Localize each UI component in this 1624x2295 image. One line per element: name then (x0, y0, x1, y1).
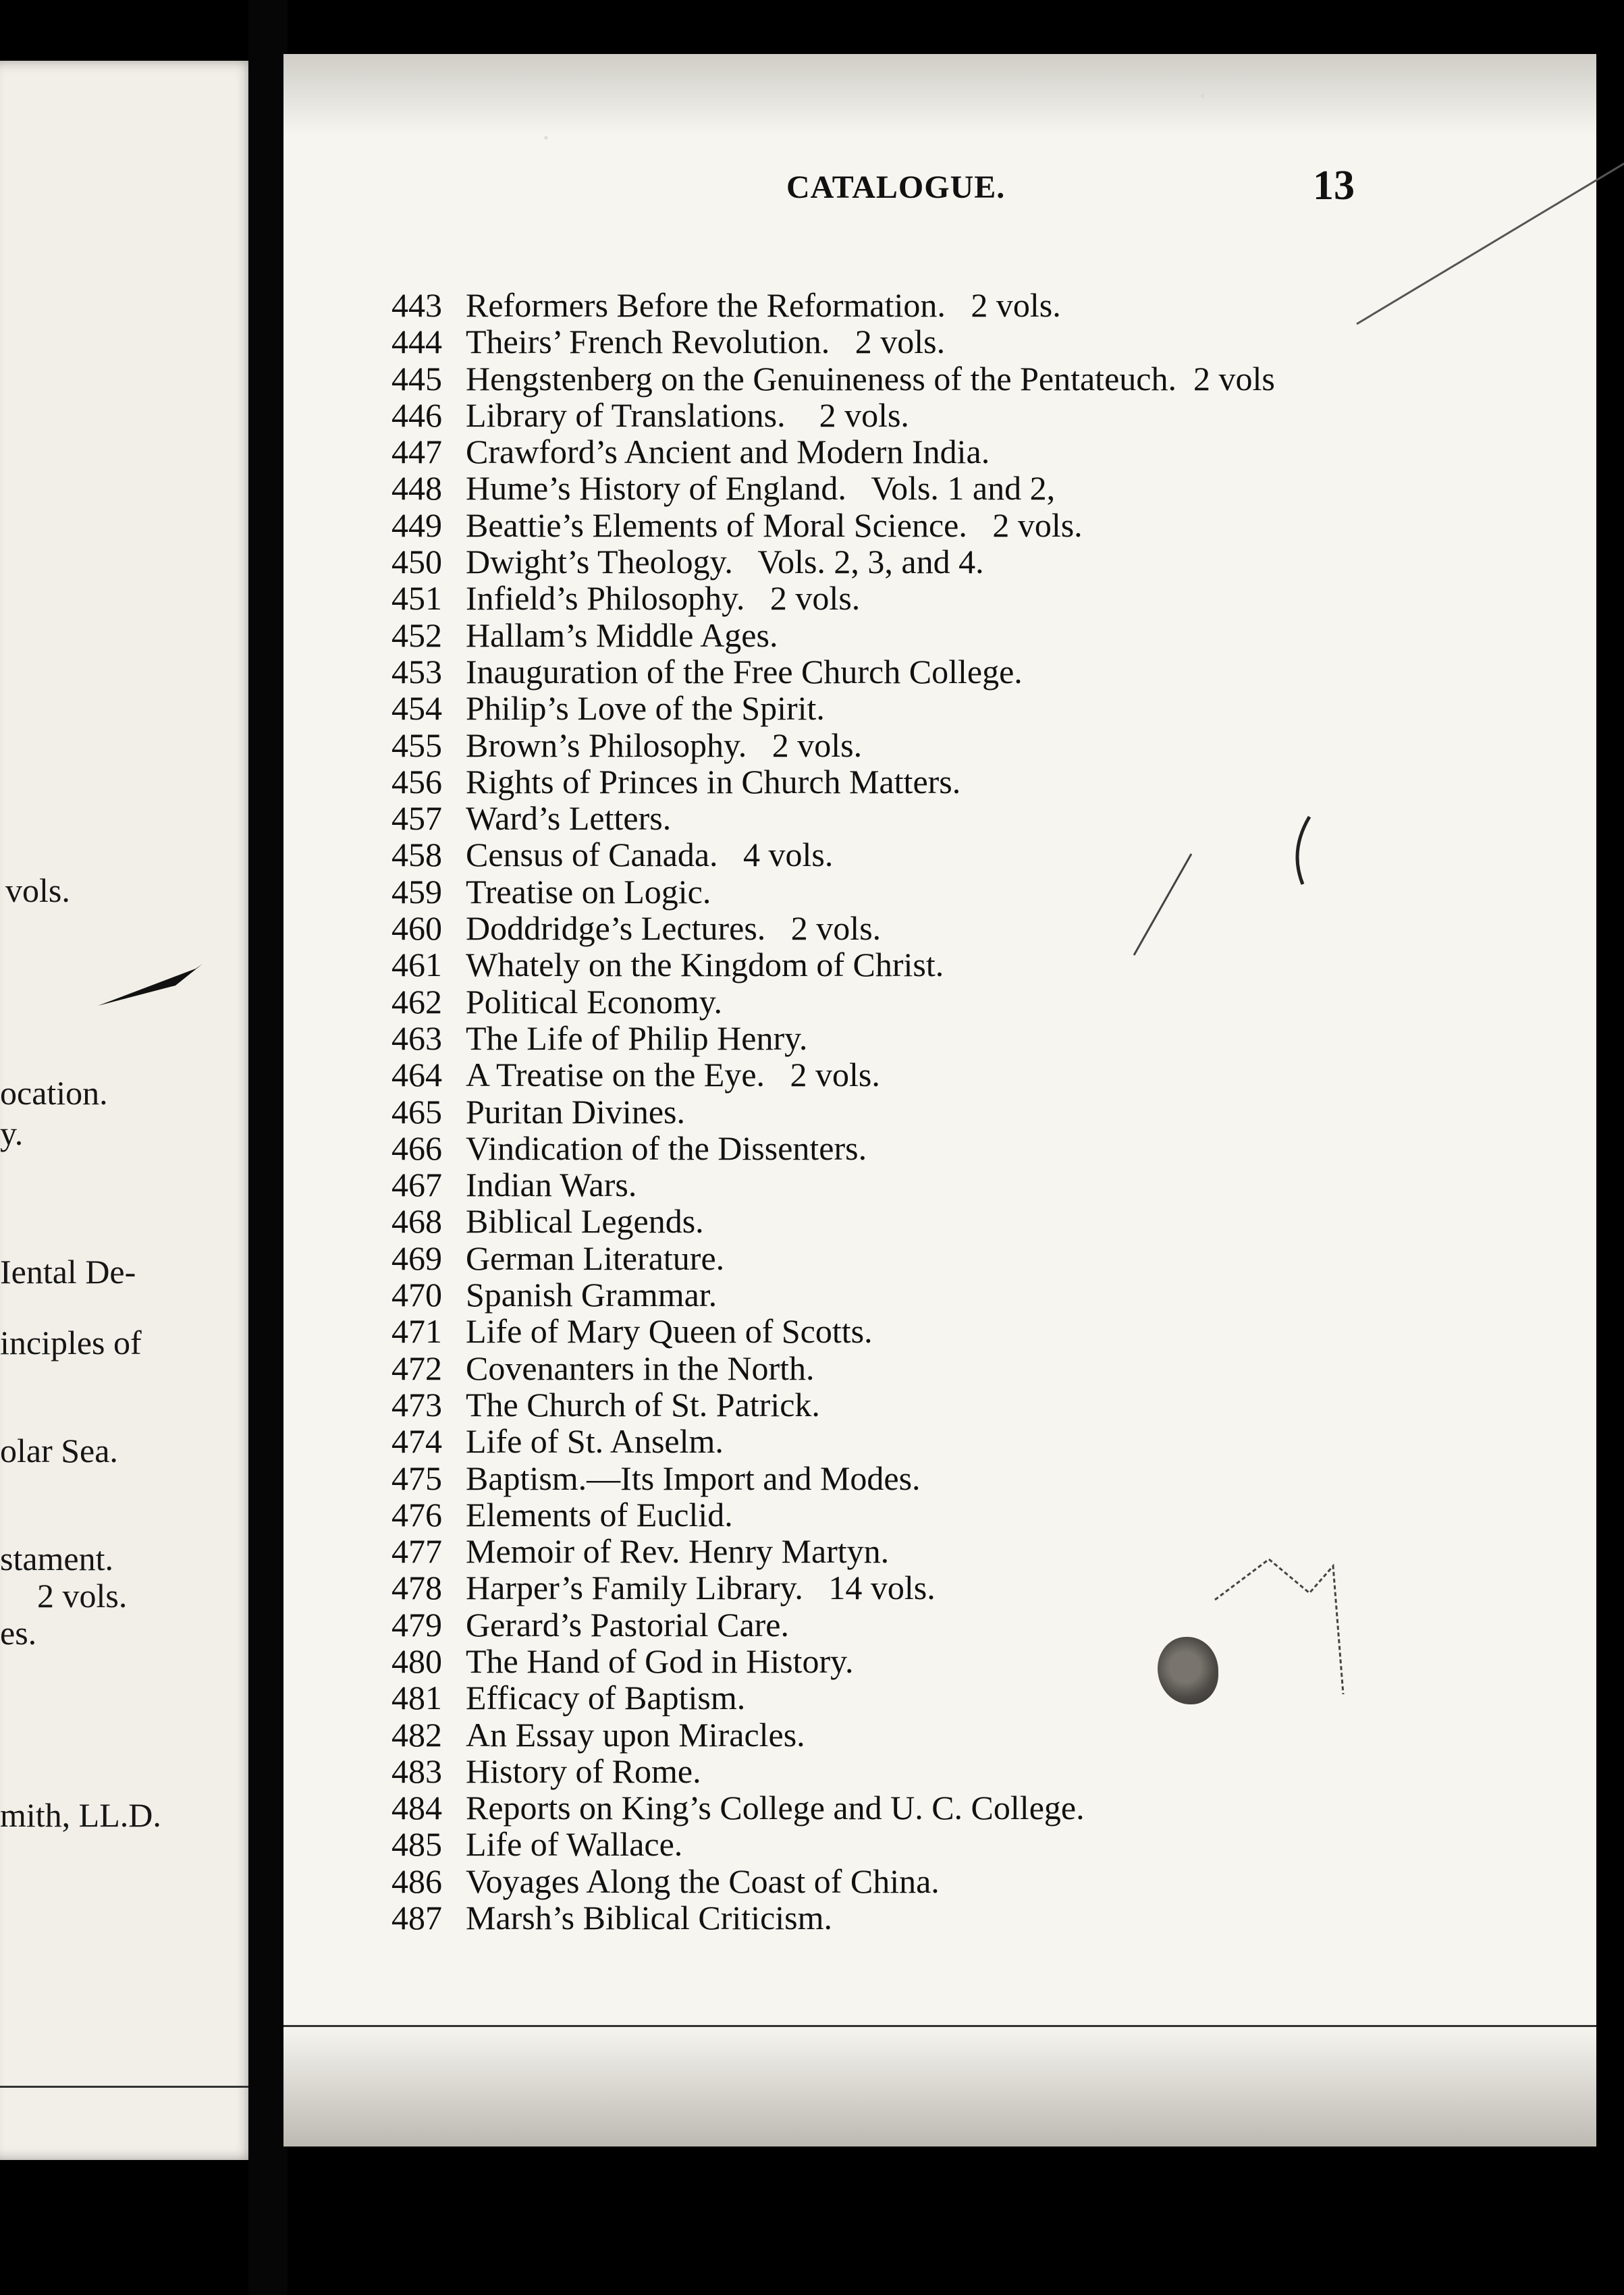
catalogue-entry (391, 1386, 1579, 1423)
entry-number: 478 (391, 1569, 442, 1607)
entry-title: Biblical Legends. (466, 1202, 704, 1241)
catalogue-entry (391, 1899, 1579, 1936)
left-fragment-text: Iental De- (0, 1253, 136, 1291)
catalogue-entry (391, 873, 1579, 910)
left-page-fragment (0, 61, 256, 2160)
entry-number: 480 (391, 1642, 442, 1680)
entry-number: 487 (391, 1899, 442, 1937)
catalogue-entry (391, 800, 1579, 836)
entry-number: 447 (391, 433, 442, 471)
entry-number: 485 (391, 1825, 442, 1864)
catalogue-entry (391, 1166, 1579, 1203)
catalogue-entry (391, 836, 1579, 873)
entry-number: 486 (391, 1862, 442, 1900)
book-gutter (248, 0, 288, 2295)
entry-title: Puritan Divines. (466, 1092, 685, 1131)
entry-number: 466 (391, 1129, 442, 1167)
entry-number: 465 (391, 1092, 442, 1131)
entry-number: 469 (391, 1239, 442, 1277)
entry-title: Covenanters in the North. (466, 1349, 815, 1387)
entry-title: Life of Mary Queen of Scotts. (466, 1312, 873, 1351)
entry-title: A Treatise on the Eye. 2 vols. (466, 1056, 880, 1094)
entry-number: 451 (391, 579, 442, 618)
page-bottom-rule (283, 2025, 1596, 2027)
entry-title: Marsh’s Biblical Criticism. (466, 1899, 833, 1937)
entry-number: 481 (391, 1679, 442, 1717)
catalogue-entry (391, 946, 1579, 983)
catalogue-entry (391, 1276, 1579, 1313)
entry-number: 475 (391, 1459, 442, 1497)
entry-number: 459 (391, 872, 442, 911)
entry-number: 471 (391, 1312, 442, 1351)
entry-number: 472 (391, 1349, 442, 1387)
ink-stroke-mark (94, 959, 209, 1013)
entry-number: 449 (391, 506, 442, 544)
catalogue-entry-list (391, 287, 1579, 1936)
entry-title: Beattie’s Elements of Moral Science. 2 vols. (466, 506, 1083, 544)
entry-title: Rights of Princes in Church Matters. (466, 762, 961, 801)
entry-number: 454 (391, 689, 442, 728)
catalogue-entry (391, 1717, 1579, 1753)
entry-title: Doddridge’s Lectures. 2 vols. (466, 909, 882, 948)
entry-title: History of Rome. (466, 1752, 701, 1790)
entry-number: 470 (391, 1276, 442, 1314)
entry-number: 483 (391, 1752, 442, 1790)
entry-number: 477 (391, 1532, 442, 1571)
entry-number: 456 (391, 762, 442, 801)
catalogue-entry (391, 690, 1579, 726)
pencil-stroke-mark (1350, 155, 1624, 331)
entry-number: 468 (391, 1202, 442, 1241)
entry-number: 458 (391, 836, 442, 874)
entry-number: 462 (391, 982, 442, 1021)
catalogue-entry (391, 1240, 1579, 1276)
entry-number: 461 (391, 946, 442, 984)
entry-number: 463 (391, 1019, 442, 1057)
catalogue-entry (391, 1569, 1579, 1606)
catalogue-entry (391, 1863, 1579, 1899)
entry-number: 444 (391, 323, 442, 361)
left-fragment-text: es. (0, 1614, 37, 1652)
page-header: CATALOGUE. (786, 169, 1006, 205)
left-fragment-text: mith, LL.D. (0, 1796, 161, 1834)
entry-title: Elements of Euclid. (466, 1495, 733, 1534)
catalogue-entry (391, 1056, 1579, 1093)
page-number: 13 (1313, 163, 1355, 209)
catalogue-entry (391, 1460, 1579, 1496)
catalogue-entry (391, 763, 1579, 800)
entry-title: Philip’s Love of the Spirit. (466, 689, 825, 728)
entry-title: An Essay upon Miracles. (466, 1715, 805, 1754)
entry-number: 450 (391, 543, 442, 581)
entry-title: Crawford’s Ancient and Modern India. (466, 433, 990, 471)
left-fragment-text: y. (0, 1114, 24, 1152)
catalogue-page (283, 54, 1596, 2146)
entry-title: Census of Canada. 4 vols. (466, 836, 834, 874)
catalogue-entry (391, 1020, 1579, 1056)
catalogue-entry (391, 397, 1579, 433)
entry-title: Brown’s Philosophy. 2 vols. (466, 726, 863, 764)
entry-number: 467 (391, 1166, 442, 1204)
catalogue-entry (391, 1094, 1579, 1130)
entry-title: Life of Wallace. (466, 1825, 683, 1864)
catalogue-entry (391, 983, 1579, 1020)
catalogue-entry (391, 1753, 1579, 1789)
catalogue-entry (391, 1643, 1579, 1679)
catalogue-entry (391, 910, 1579, 946)
entry-number: 443 (391, 286, 442, 324)
left-fragment-text: olar Sea. (0, 1432, 118, 1469)
left-fragment-text: stament. (0, 1540, 114, 1577)
left-fragment-text: ocation. (0, 1074, 108, 1112)
entry-number: 473 (391, 1385, 442, 1424)
catalogue-entry (391, 653, 1579, 690)
catalogue-entry (391, 580, 1579, 616)
entry-title: Voyages Along the Coast of China. (466, 1862, 940, 1900)
scan-noise-bottom (283, 2025, 1596, 2146)
catalogue-entry (391, 617, 1579, 653)
left-page-rule (0, 2086, 256, 2088)
catalogue-entry (391, 1606, 1579, 1643)
entry-number: 484 (391, 1789, 442, 1827)
entry-number: 474 (391, 1422, 442, 1461)
entry-number: 482 (391, 1715, 442, 1754)
entry-number: 445 (391, 359, 442, 398)
entry-number: 446 (391, 396, 442, 434)
catalogue-entry (391, 360, 1579, 397)
entry-title: Hengstenberg on the Genuineness of the Pentateuch. 2 vols (466, 359, 1275, 398)
entry-title: The Hand of God in History. (466, 1642, 854, 1680)
entry-number: 448 (391, 469, 442, 508)
pencil-bracket-mark (1282, 810, 1323, 891)
entry-number: 457 (391, 799, 442, 838)
entry-title: Dwight’s Theology. Vols. 2, 3, and 4. (466, 543, 984, 581)
catalogue-entry (391, 1313, 1579, 1349)
entry-title: Reformers Before the Reformation. 2 vols. (466, 286, 1061, 324)
entry-number: 453 (391, 652, 442, 691)
catalogue-entry (391, 1130, 1579, 1166)
entry-title: Efficacy of Baptism. (466, 1679, 746, 1717)
left-fragment-text: 2 vols. (37, 1577, 128, 1615)
entry-title: Life of St. Anselm. (466, 1422, 724, 1461)
entry-title: Hallam’s Middle Ages. (466, 616, 778, 654)
entry-number: 455 (391, 726, 442, 764)
catalogue-entry (391, 1423, 1579, 1459)
entry-title: Whately on the Kingdom of Christ. (466, 946, 944, 984)
entry-title: Vindication of the Dissenters. (466, 1129, 867, 1167)
entry-title: Library of Translations. 2 vols. (466, 396, 909, 434)
entry-title: Baptism.—Its Import and Modes. (466, 1459, 921, 1497)
catalogue-entry (391, 470, 1579, 506)
entry-title: Hume’s History of England. Vols. 1 and 2, (466, 469, 1056, 508)
entry-title: German Literature. (466, 1239, 725, 1277)
entry-title: Infield’s Philosophy. 2 vols. (466, 579, 861, 618)
scan-noise-top (283, 54, 1596, 135)
entry-title: Treatise on Logic. (466, 872, 711, 911)
entry-number: 479 (391, 1605, 442, 1644)
entry-number: 460 (391, 909, 442, 948)
left-fragment-text: vols. (5, 871, 70, 909)
entry-title: Ward’s Letters. (466, 799, 672, 838)
catalogue-entry (391, 1679, 1579, 1716)
entry-title: Theirs’ French Revolution. 2 vols. (466, 323, 946, 361)
entry-title: Political Economy. (466, 982, 723, 1021)
entry-title: Indian Wars. (466, 1166, 637, 1204)
entry-title: Inauguration of the Free Church College. (466, 652, 1023, 691)
entry-title: Memoir of Rev. Henry Martyn. (466, 1532, 890, 1571)
entry-title: The Church of St. Patrick. (466, 1385, 820, 1424)
entry-number: 476 (391, 1495, 442, 1534)
entry-number: 452 (391, 616, 442, 654)
entry-number: 464 (391, 1056, 442, 1094)
catalogue-entry (391, 433, 1579, 470)
catalogue-entry (391, 507, 1579, 543)
pencil-scribble-mark (1208, 1519, 1363, 1701)
catalogue-entry (391, 727, 1579, 763)
entry-title: Spanish Grammar. (466, 1276, 718, 1314)
catalogue-entry (391, 1496, 1579, 1533)
entry-title: The Life of Philip Henry. (466, 1019, 808, 1057)
catalogue-entry (391, 1533, 1579, 1569)
catalogue-entry (391, 1789, 1579, 1826)
catalogue-entry (391, 1203, 1579, 1239)
pencil-line-mark (1127, 850, 1195, 959)
catalogue-entry (391, 1826, 1579, 1862)
catalogue-entry (391, 1350, 1579, 1386)
entry-title: Gerard’s Pastorial Care. (466, 1605, 790, 1644)
entry-title: Harper’s Family Library. 14 vols. (466, 1569, 936, 1607)
left-fragment-text: inciples of (0, 1324, 142, 1361)
catalogue-entry (391, 543, 1579, 580)
entry-title: Reports on King’s College and U. C. College. (466, 1789, 1085, 1827)
